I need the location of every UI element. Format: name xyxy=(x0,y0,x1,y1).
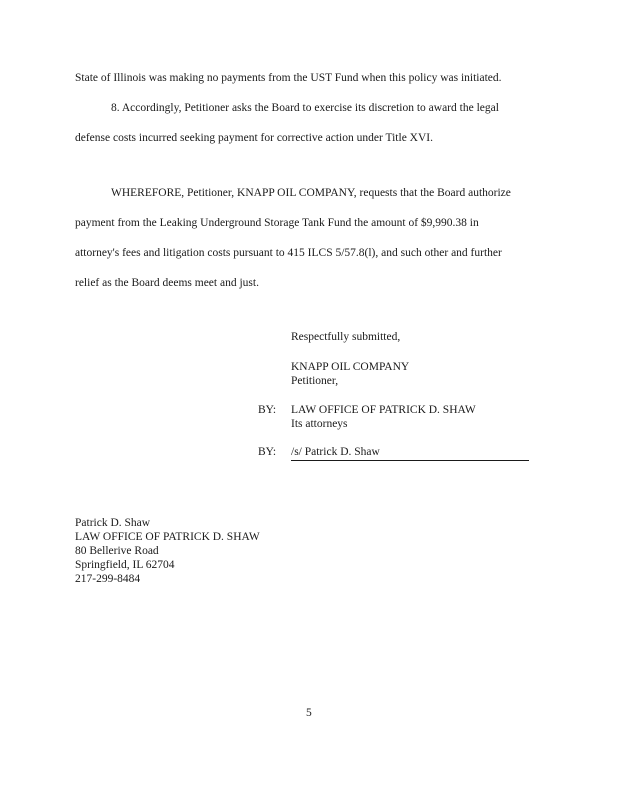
contact-street: 80 Bellerive Road xyxy=(75,545,159,557)
firm-name: LAW OFFICE OF PATRICK D. SHAW xyxy=(291,404,476,416)
paragraph-8-line-1: 8. Accordingly, Petitioner asks the Board to exercise its discretion to award the legal xyxy=(111,102,499,114)
contact-name: Patrick D. Shaw xyxy=(75,517,151,529)
signature-text: /s/ Patrick D. Shaw xyxy=(291,446,529,461)
company-role: Petitioner, xyxy=(291,375,339,387)
wherefore-line-4: relief as the Board deems meet and just. xyxy=(75,277,259,289)
wherefore-line-1: WHEREFORE, Petitioner, KNAPP OIL COMPANY, requests that the Board authorize xyxy=(111,187,511,199)
by-label-firm: BY: xyxy=(258,404,277,416)
page-number: 5 xyxy=(306,707,312,719)
contact-phone: 217-299-8484 xyxy=(75,573,141,585)
contact-firm: LAW OFFICE OF PATRICK D. SHAW xyxy=(75,531,260,543)
firm-role: Its attorneys xyxy=(291,418,348,430)
signature-line xyxy=(291,446,529,461)
wherefore-line-3: attorney's fees and litigation costs pursuant to 415 ILCS 5/57.8(l), and such other and further xyxy=(75,247,502,259)
paragraph-8-line-2: defense costs incurred seeking payment for corrective action under Title XVI. xyxy=(75,132,433,144)
contact-city: Springfield, IL 62704 xyxy=(75,559,175,571)
company-name: KNAPP OIL COMPANY xyxy=(291,361,410,373)
by-label-signature: BY: xyxy=(258,446,277,458)
wherefore-line-2: payment from the Leaking Underground Storage Tank Fund the amount of $9,990.38 in xyxy=(75,217,479,229)
closing-text: Respectfully submitted, xyxy=(291,331,401,343)
paragraph-continuation: State of Illinois was making no payments from the UST Fund when this policy was initiated. xyxy=(75,72,502,84)
